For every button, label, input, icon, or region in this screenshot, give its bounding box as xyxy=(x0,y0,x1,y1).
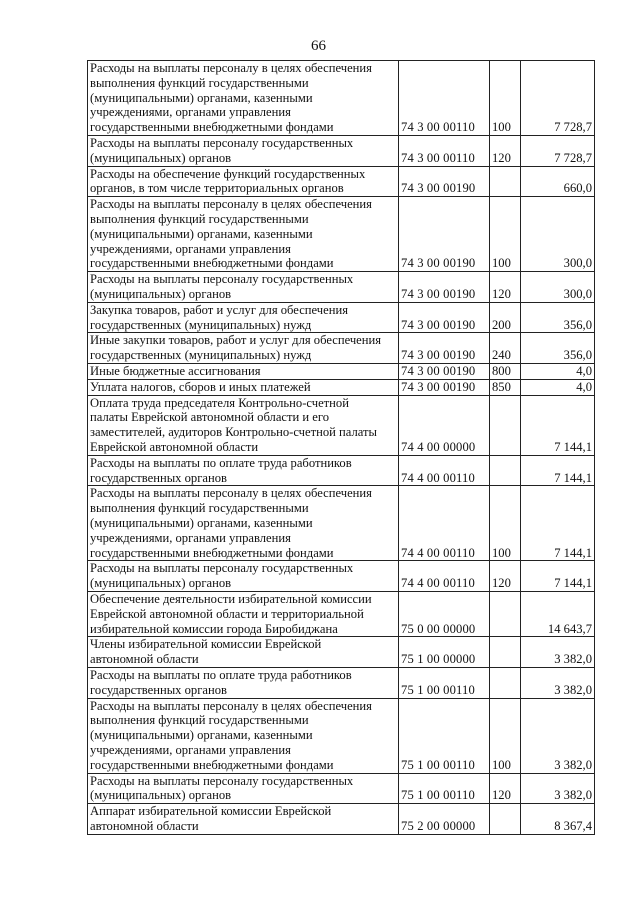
row-expense-type: 100 xyxy=(490,197,521,272)
row-description: Расходы на выплаты персоналу в целях обеспечения выполнения функций государственными (муниципальными) органами, казенными учреждениями, органами управления государственными внебюджетными фондами xyxy=(88,197,399,272)
row-code: 74 3 00 00190 xyxy=(399,363,490,379)
table-row xyxy=(88,455,595,486)
row-description: Расходы на выплаты по оплате труда работников государственных органов xyxy=(88,455,399,486)
row-expense-type xyxy=(490,395,521,455)
row-expense-type xyxy=(490,591,521,636)
table-row xyxy=(88,379,595,395)
row-code: 75 1 00 00110 xyxy=(399,773,490,804)
row-description: Расходы на выплаты по оплате труда работников государственных органов xyxy=(88,667,399,698)
row-amount: 3 382,0 xyxy=(521,637,595,668)
page-number: 66 xyxy=(311,38,326,54)
table-row xyxy=(88,486,595,561)
table-row xyxy=(88,166,595,197)
row-amount: 14 643,7 xyxy=(521,591,595,636)
row-amount: 7 144,1 xyxy=(521,486,595,561)
row-description: Расходы на выплаты персоналу государственных (муниципальных) органов xyxy=(88,272,399,303)
row-expense-type xyxy=(490,804,521,835)
row-description: Обеспечение деятельности избирательной комиссии Еврейской автономной области и территориальной избирательной комиссии города Биробиджана xyxy=(88,591,399,636)
table-row xyxy=(88,272,595,303)
row-code: 75 2 00 00000 xyxy=(399,804,490,835)
row-amount: 660,0 xyxy=(521,166,595,197)
table-row xyxy=(88,591,595,636)
row-amount: 7 144,1 xyxy=(521,561,595,592)
row-expense-type: 200 xyxy=(490,302,521,333)
row-amount: 356,0 xyxy=(521,333,595,364)
table-row xyxy=(88,804,595,835)
budget-table xyxy=(87,60,595,835)
table-row xyxy=(88,667,595,698)
row-amount: 300,0 xyxy=(521,197,595,272)
row-code: 74 3 00 00110 xyxy=(399,136,490,167)
row-code: 74 3 00 00190 xyxy=(399,379,490,395)
row-description: Уплата налогов, сборов и иных платежей xyxy=(88,379,399,395)
row-expense-type xyxy=(490,637,521,668)
row-code: 75 0 00 00000 xyxy=(399,591,490,636)
row-code: 74 3 00 00190 xyxy=(399,302,490,333)
row-code: 74 3 00 00190 xyxy=(399,166,490,197)
row-amount: 356,0 xyxy=(521,302,595,333)
row-expense-type xyxy=(490,166,521,197)
row-expense-type: 240 xyxy=(490,333,521,364)
row-code: 74 4 00 00110 xyxy=(399,455,490,486)
row-description: Закупка товаров, работ и услуг для обеспечения государственных (муниципальных) нужд xyxy=(88,302,399,333)
row-amount: 7 728,7 xyxy=(521,61,595,136)
table-row xyxy=(88,363,595,379)
row-amount: 7 144,1 xyxy=(521,455,595,486)
row-code: 74 3 00 00190 xyxy=(399,197,490,272)
table-row xyxy=(88,136,595,167)
row-description: Расходы на выплаты персоналу государственных (муниципальных) органов xyxy=(88,773,399,804)
row-code: 74 4 00 00110 xyxy=(399,561,490,592)
row-description: Расходы на обеспечение функций государственных органов, в том числе территориальных органов xyxy=(88,166,399,197)
row-code: 74 3 00 00190 xyxy=(399,272,490,303)
table-row xyxy=(88,302,595,333)
row-expense-type: 100 xyxy=(490,698,521,773)
row-expense-type: 800 xyxy=(490,363,521,379)
row-expense-type: 850 xyxy=(490,379,521,395)
row-description: Оплата труда председателя Контрольно-счетной палаты Еврейской автономной области и его заместителей, аудиторов Контрольно-счетной палаты Еврейской автономной области xyxy=(88,395,399,455)
row-expense-type xyxy=(490,455,521,486)
row-expense-type: 120 xyxy=(490,136,521,167)
row-description: Расходы на выплаты персоналу в целях обеспечения выполнения функций государственными (муниципальными) органами, казенными учреждениями, органами управления государственными внебюджетными фондами xyxy=(88,486,399,561)
row-code: 75 1 00 00110 xyxy=(399,698,490,773)
row-expense-type: 100 xyxy=(490,61,521,136)
row-code: 75 1 00 00110 xyxy=(399,667,490,698)
row-expense-type xyxy=(490,667,521,698)
row-expense-type: 120 xyxy=(490,272,521,303)
row-code: 74 4 00 00110 xyxy=(399,486,490,561)
table-row xyxy=(88,561,595,592)
row-description: Аппарат избирательной комиссии Еврейской автономной области xyxy=(88,804,399,835)
row-code: 75 1 00 00000 xyxy=(399,637,490,668)
row-amount: 3 382,0 xyxy=(521,667,595,698)
row-amount: 7 144,1 xyxy=(521,395,595,455)
row-expense-type: 120 xyxy=(490,773,521,804)
table-row xyxy=(88,773,595,804)
row-description: Иные закупки товаров, работ и услуг для обеспечения государственных (муниципальных) нужд xyxy=(88,333,399,364)
row-description: Иные бюджетные ассигнования xyxy=(88,363,399,379)
row-amount: 3 382,0 xyxy=(521,698,595,773)
row-code: 74 3 00 00110 xyxy=(399,61,490,136)
row-expense-type: 120 xyxy=(490,561,521,592)
table-row xyxy=(88,698,595,773)
table-row xyxy=(88,61,595,136)
row-description: Расходы на выплаты персоналу государственных (муниципальных) органов xyxy=(88,136,399,167)
row-expense-type: 100 xyxy=(490,486,521,561)
row-amount: 8 367,4 xyxy=(521,804,595,835)
table-row xyxy=(88,197,595,272)
row-description: Члены избирательной комиссии Еврейской автономной области xyxy=(88,637,399,668)
row-amount: 300,0 xyxy=(521,272,595,303)
row-description: Расходы на выплаты персоналу в целях обеспечения выполнения функций государственными (муниципальными) органами, казенными учреждениями, органами управления государственными внебюджетными фондами xyxy=(88,61,399,136)
row-description: Расходы на выплаты персоналу государственных (муниципальных) органов xyxy=(88,561,399,592)
row-code: 74 3 00 00190 xyxy=(399,333,490,364)
row-code: 74 4 00 00000 xyxy=(399,395,490,455)
row-amount: 4,0 xyxy=(521,363,595,379)
table-row xyxy=(88,637,595,668)
row-amount: 3 382,0 xyxy=(521,773,595,804)
table-row xyxy=(88,333,595,364)
table-row xyxy=(88,395,595,455)
row-amount: 4,0 xyxy=(521,379,595,395)
row-description: Расходы на выплаты персоналу в целях обеспечения выполнения функций государственными (муниципальными) органами, казенными учреждениями, органами управления государственными внебюджетными фондами xyxy=(88,698,399,773)
row-amount: 7 728,7 xyxy=(521,136,595,167)
